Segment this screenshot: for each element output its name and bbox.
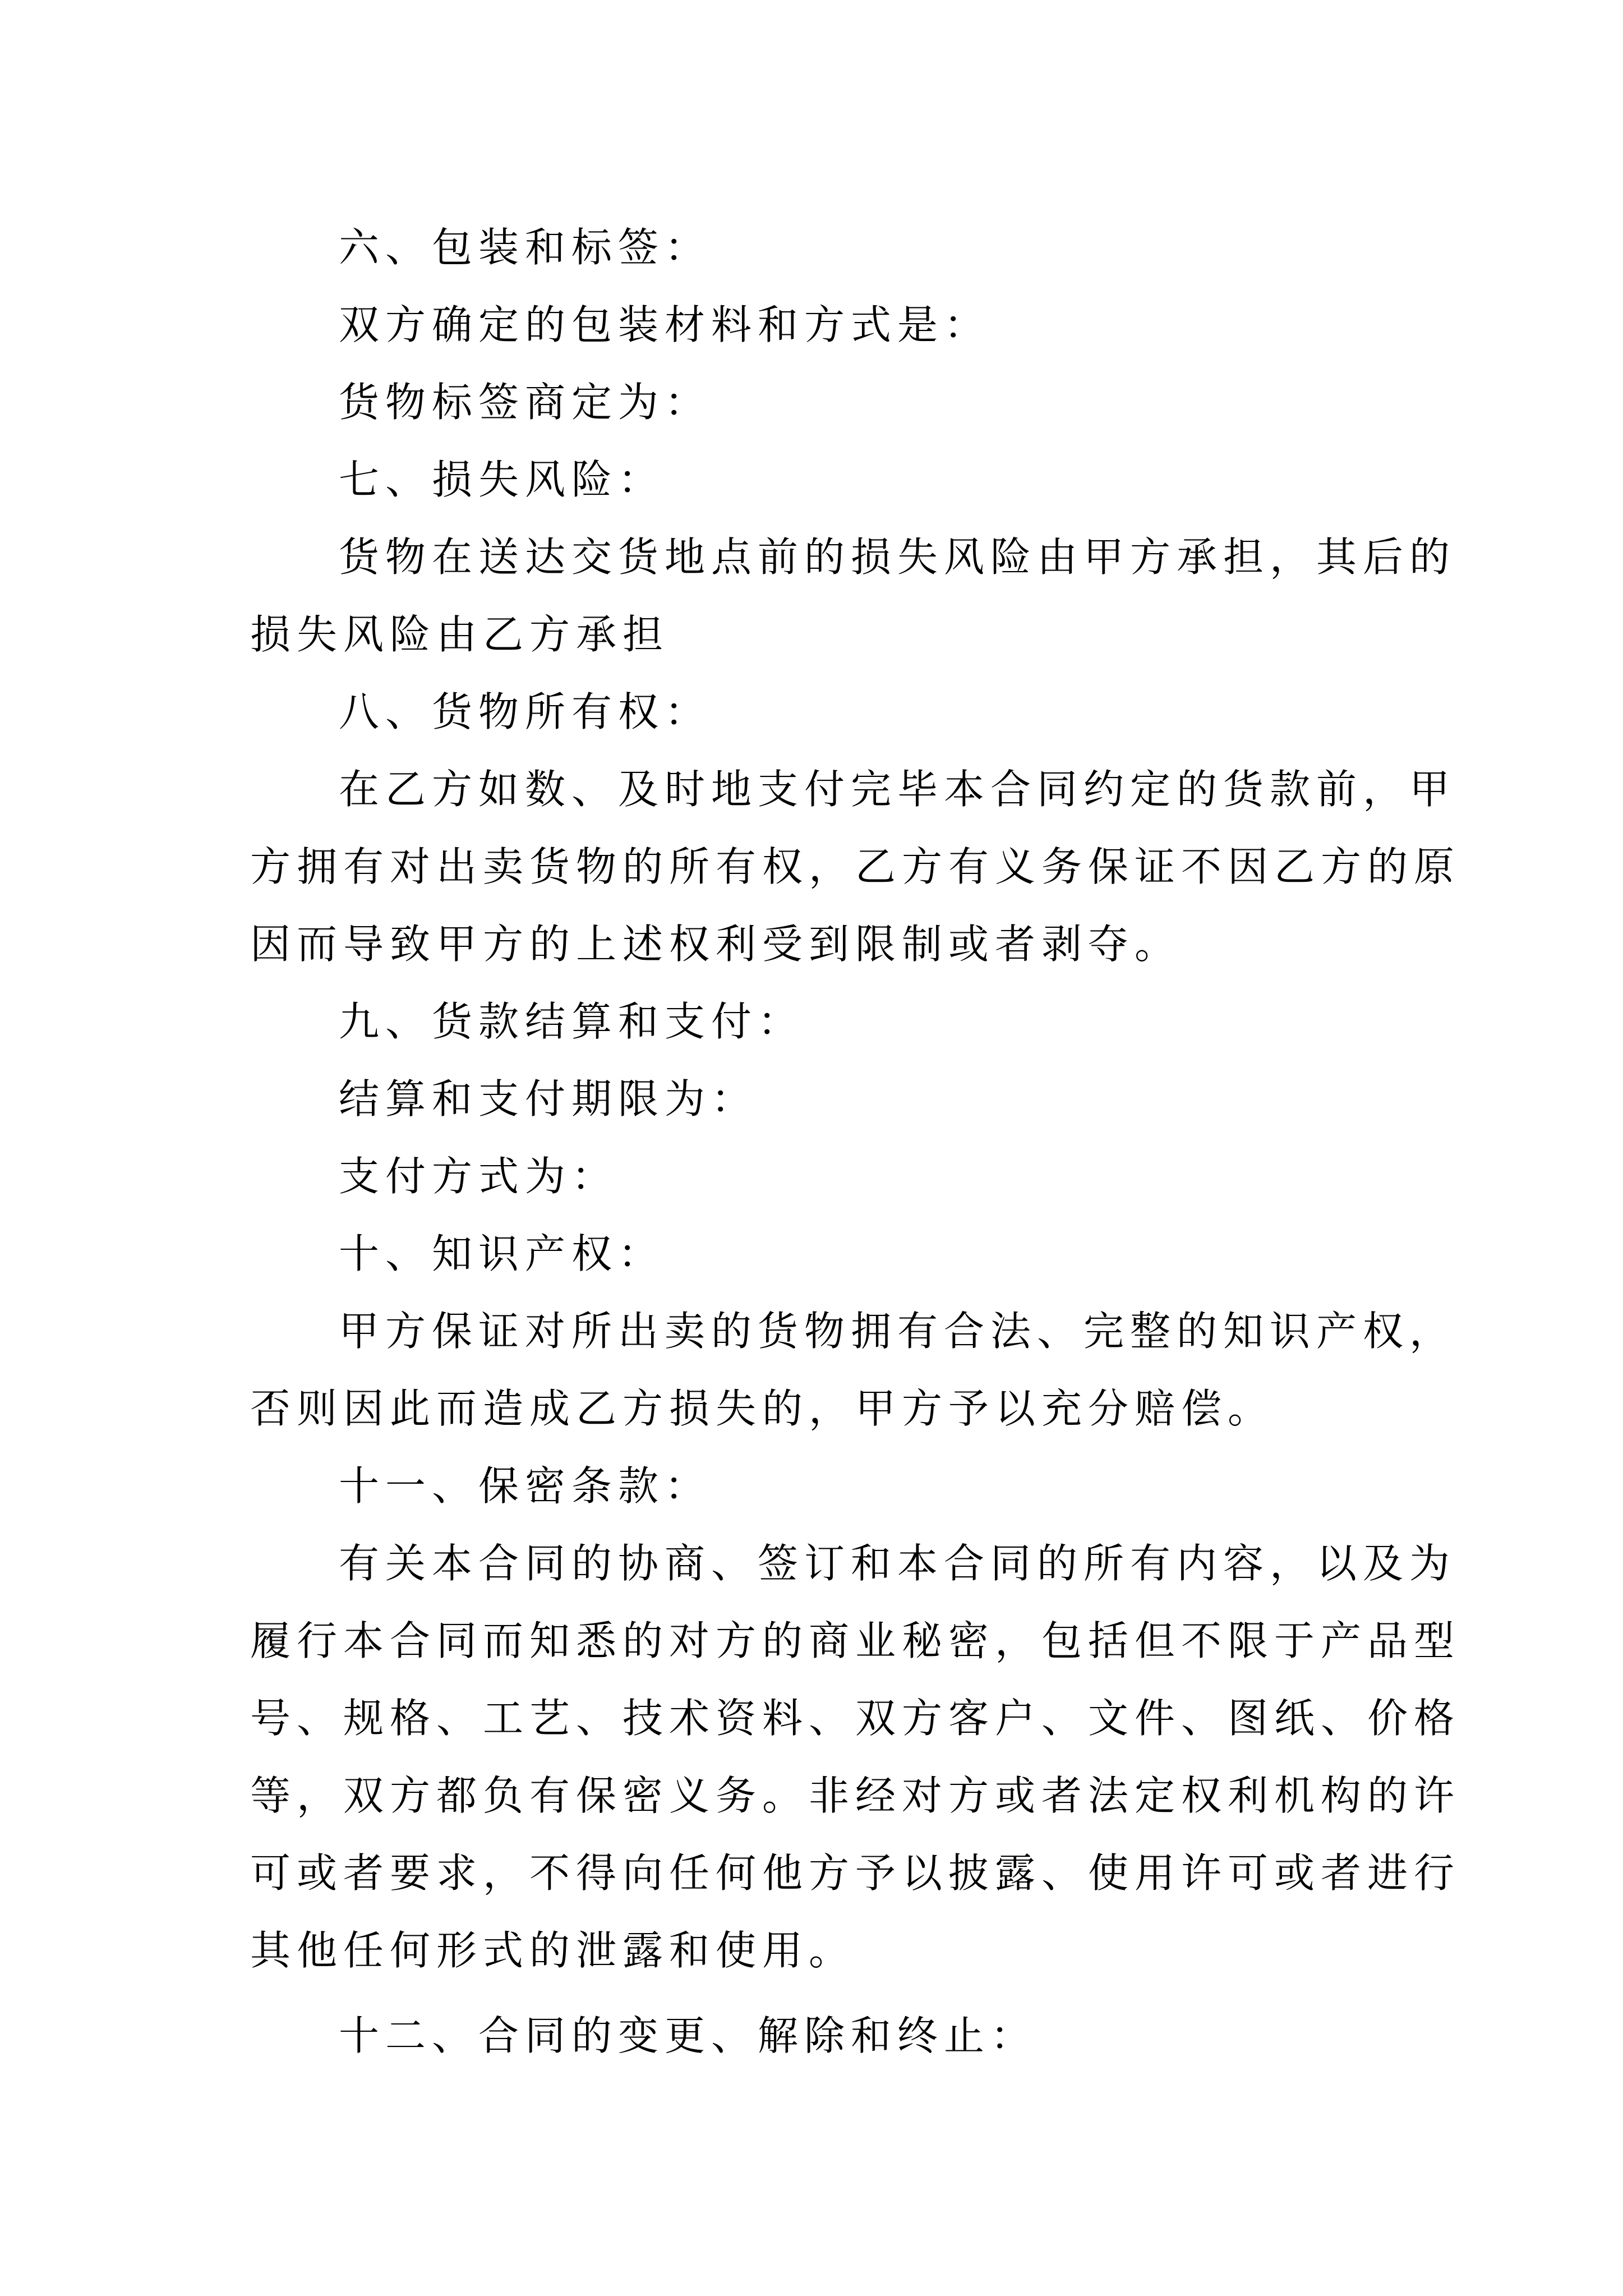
paragraph-line: 货物标签商定为： xyxy=(339,379,712,426)
paragraph-line: 号、规格、工艺、技术资料、双方客户、文件、图纸、价格 xyxy=(250,1695,1461,1742)
section-heading-ownership: 八、货物所有权： xyxy=(339,688,712,735)
paragraph-line: 可或者要求，不得向任何他方予以披露、使用许可或者进行 xyxy=(250,1849,1461,1897)
section-heading-risk: 七、损失风险： xyxy=(339,456,665,503)
paragraph-line: 等，双方都负有保密义务。非经对方或者法定权利机构的许 xyxy=(250,1772,1461,1819)
section-heading-packaging: 六、包装和标签： xyxy=(339,224,712,271)
paragraph-line: 双方确定的包装材料和方式是： xyxy=(339,301,991,348)
paragraph-line: 有关本合同的协商、签订和本合同的所有内容，以及为 xyxy=(339,1540,1456,1587)
paragraph-line: 结算和支付期限为： xyxy=(339,1075,758,1122)
document-body xyxy=(250,209,1461,2074)
paragraph-line: 损失风险由乙方承担 xyxy=(250,611,670,658)
paragraph-line: 货物在送达交货地点前的损失风险由甲方承担，其后的 xyxy=(339,533,1456,581)
paragraph-line: 方拥有对出卖货物的所有权，乙方有义务保证不因乙方的原 xyxy=(250,843,1461,890)
section-heading-payment: 九、货款结算和支付： xyxy=(339,998,805,1045)
section-heading-contract-changes: 十二、合同的变更、解除和终止： xyxy=(339,2012,1038,2059)
paragraph-line: 支付方式为： xyxy=(339,1153,619,1200)
section-heading-confidentiality: 十一、保密条款： xyxy=(339,1462,712,1510)
paragraph-line: 履行本合同而知悉的对方的商业秘密，包括但不限于产品型 xyxy=(250,1617,1461,1664)
paragraph-line: 因而导致甲方的上述权利受到限制或者剥夺。 xyxy=(250,921,1182,968)
paragraph-line: 其他任何形式的泄露和使用。 xyxy=(250,1927,856,1974)
paragraph-line: 在乙方如数、及时地支付完毕本合同约定的货款前，甲 xyxy=(339,766,1456,813)
paragraph-line: 甲方保证对所出卖的货物拥有合法、完整的知识产权， xyxy=(339,1308,1456,1355)
paragraph-line: 否则因此而造成乙方损失的，甲方予以充分赔偿。 xyxy=(250,1385,1275,1432)
section-heading-ip: 十、知识产权： xyxy=(339,1230,665,1277)
